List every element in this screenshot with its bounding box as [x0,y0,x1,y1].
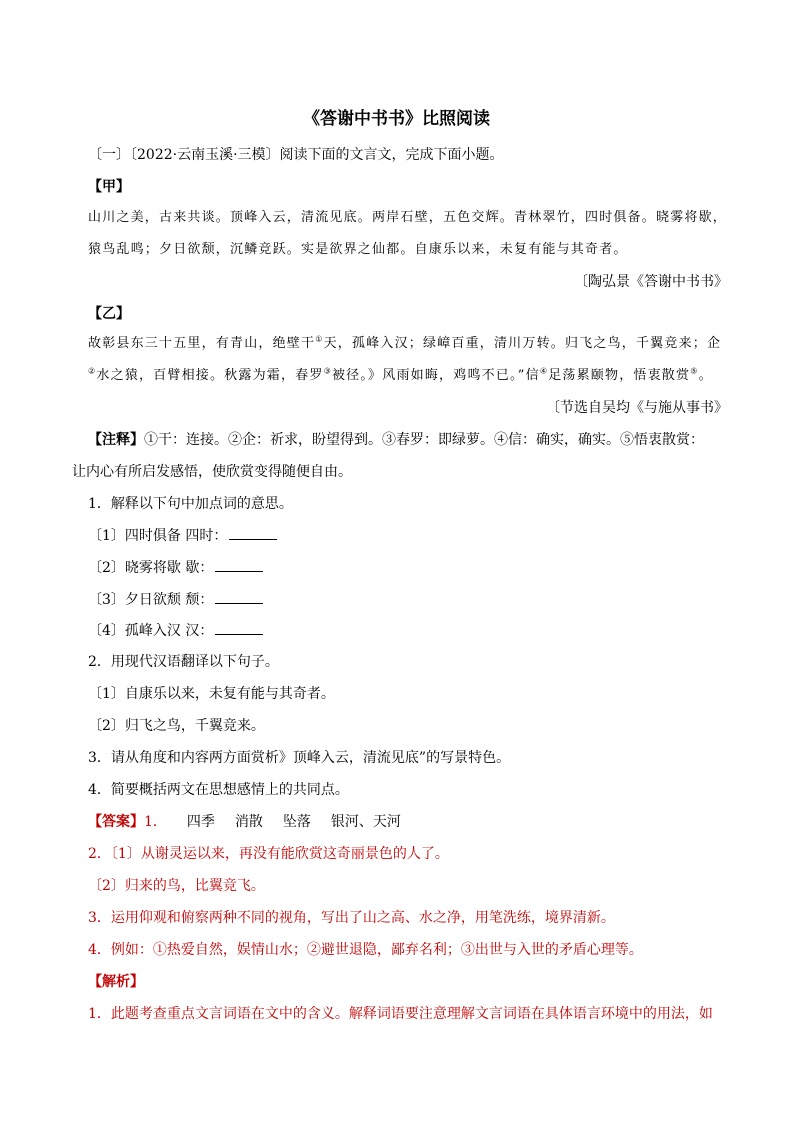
yi-text-segment: 。 [698,368,713,383]
section-intro: 〔一〕〔2022·云南玉溪·三模〕阅读下面的文言文，完成下面小题。 [88,147,504,163]
answer-blank[interactable] [215,557,263,572]
answer-blank[interactable] [215,620,263,635]
answer-item: 银河、天河 [330,814,401,830]
question-4: 4．简要概括两文在思想感情上的共同点。 [88,782,349,798]
analysis-label: 【解析】 [88,974,144,990]
answer-2-2: 〔2〕归来的鸟，比翼竞飞。 [88,878,265,894]
yi-source: 〔节选自吴均《与施从事书》 [546,400,728,416]
note-marker-4: ④ [539,366,549,376]
question-text: 〔1〕四时俱备 四时： [88,528,228,544]
notes-text: ①干：连接。②企：祈求，盼望得到。③春罗：即绿萝。④信：确实，确实。⑤悟衷散赏： [144,432,704,448]
answer-item: 消散 [234,814,263,830]
answer-label: 【答案】 [88,814,144,830]
question-text: 〔4〕孤峰入汉 汉： [88,623,214,639]
yi-text-line-2 [88,366,728,386]
question-2: 2．用现代汉语翻译以下句子。 [88,654,279,670]
yi-text-segment: 被径。》风雨如晦，鸡鸣不已。”信 [331,368,540,383]
notes-line-2: 让内心有所启发感悟，使欣赏变得随便自由。 [72,464,352,480]
jia-source: 〔陶弘景《答谢中书书》 [574,274,728,290]
answer-line-1 [88,812,728,832]
page-title: 《答谢中书书》比照阅读 [303,109,490,129]
answer-blank[interactable] [215,589,263,604]
question-2-1: 〔1〕自康乐以来，未复有能与其奇者。 [88,686,335,702]
answer-item: 坠落 [282,814,311,830]
note-marker-1: ① [315,334,324,344]
question-2-2: 〔2〕归飞之鸟，千翼竞来。 [88,718,265,734]
question-1-1 [88,525,728,546]
answer-blank[interactable] [229,525,277,540]
notes-label: 【注释】 [88,432,144,448]
yi-text-segment: 足荡累颐物，悟衷散赏 [548,368,691,383]
answer-item: 四季 [186,814,215,830]
question-1-3 [88,589,728,610]
note-marker-5: ⑤ [690,366,699,376]
answer-number: 1． [144,814,167,830]
yi-text-segment: 故彰县东三十五里，有青山，绝壁干 [88,336,316,351]
question-text: 〔3〕夕日欲颓 颓： [88,592,214,608]
question-1-4 [88,620,728,641]
yi-text-segment: 天，孤峰入汉；绿嶂百重，清川万转。归飞之鸟，千翼竞来；企 [323,336,722,351]
question-text: 〔2〕晓雾将歇 歇： [88,560,214,576]
question-3: 3．请从角度和内容两方面赏析》顶峰入云，清流见底”的写景特色。 [88,750,511,766]
question-1: 1．解释以下句中加点词的意思。 [88,496,293,512]
yi-text-segment: 水之猿，百臂相接。秋露为霜，春罗 [96,368,324,383]
yi-text-line-1 [88,334,728,354]
yi-label: 【乙】 [88,306,130,322]
jia-label: 【甲】 [88,179,130,195]
answer-3: 3．运用仰观和俯察两种不同的视角，写出了山之高、水之净，用笔洗练，境界清新。 [88,910,615,926]
answer-2-1: 2．〔1〕从谢灵运以来，再没有能欣赏这奇丽景色的人了。 [88,846,449,862]
jia-text-line-1: 山川之美，古来共谈。顶峰入云，清流见底。两岸石壁，五色交辉。青林翠竹，四时俱备。晓雾将歇， [88,210,728,225]
analysis-line-1: 1．此题考查重点文言词语在文中的含义。解释词语要注意理解文言词语在具体语言环境中的用法，如 [88,1006,713,1022]
jia-text-line-2: 猿鸟乱鸣；夕日欲颓，沉鳞竞跃。实是欲界之仙都。自康乐以来，未复有能与其奇者。 [88,242,628,257]
note-marker-3: ③ [323,366,332,376]
answer-4: 4．例如：①热爱自然，娱情山水；②避世退隐，鄙弃名利；③出世与入世的矛盾心理等。 [88,942,643,958]
question-1-2 [88,557,728,578]
notes-line-1 [88,430,728,450]
note-marker-2: ② [88,366,97,376]
